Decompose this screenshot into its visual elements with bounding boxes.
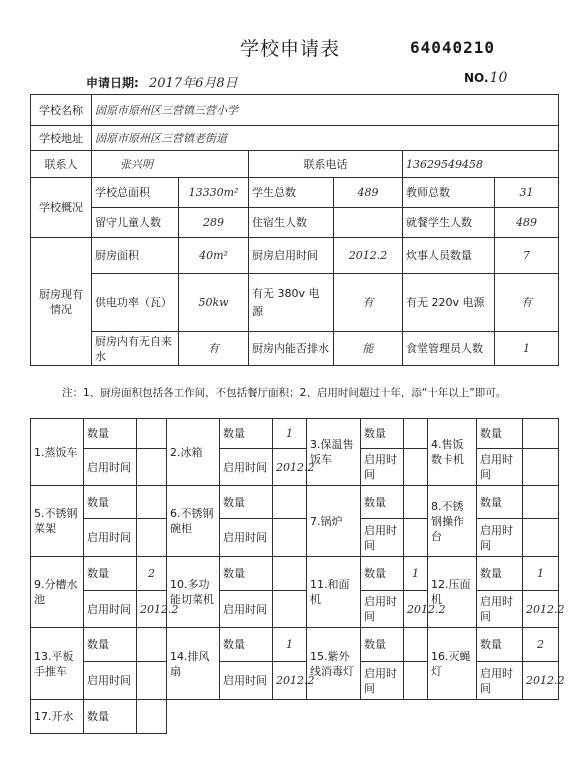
equipment-date-label: 启用时间 bbox=[361, 662, 404, 700]
school-area-value: 13330m² bbox=[179, 178, 249, 208]
equipment-date-label: 启用时间 bbox=[84, 519, 137, 557]
form-number-label: NO. bbox=[464, 71, 489, 85]
equipment-date-value bbox=[137, 519, 167, 557]
cook-count-label: 炊事人员数量 bbox=[403, 238, 495, 274]
equipment-qty-label: 数量 bbox=[361, 628, 404, 662]
equipment-date-label: 启用时间 bbox=[84, 591, 137, 628]
equipment-name: 12.压面机 bbox=[428, 557, 477, 628]
equipment-qty-value bbox=[137, 628, 167, 662]
equipment-name: 2.冰箱 bbox=[167, 419, 220, 486]
equipment-name: 3.保温售饭车 bbox=[307, 419, 361, 486]
student-count-label: 学生总数 bbox=[249, 178, 334, 208]
equipment-date-value bbox=[273, 591, 307, 628]
contact-label: 联系人 bbox=[31, 151, 92, 178]
teacher-count-label: 教师总数 bbox=[403, 178, 495, 208]
serial-number: 64040210 bbox=[410, 38, 496, 57]
equipment-qty-value bbox=[404, 419, 428, 449]
phone-value: 13629549458 bbox=[403, 151, 559, 178]
equipment-date-value: 2012.2 bbox=[137, 591, 167, 628]
equipment-qty-label: 数量 bbox=[220, 419, 273, 449]
boarding-value bbox=[334, 208, 403, 238]
equipment-date-label: 启用时间 bbox=[477, 591, 523, 628]
equipment-qty-value: 1 bbox=[273, 628, 307, 662]
equipment-name: 6.不锈钢碗柜 bbox=[167, 486, 220, 557]
equipment-date-value bbox=[404, 519, 428, 557]
equipment-date-label: 启用时间 bbox=[84, 449, 137, 486]
equipment-qty-label: 数量 bbox=[361, 557, 404, 591]
equipment-name: 8.不锈钢操作台 bbox=[428, 486, 477, 557]
equipment-qty-value bbox=[137, 700, 167, 734]
equipment-date-value: 2012.2 bbox=[523, 662, 559, 700]
equipment-date-value bbox=[404, 449, 428, 486]
equipment-qty-value bbox=[273, 557, 307, 591]
boarding-label: 住宿生人数 bbox=[249, 208, 334, 238]
equipment-qty-label: 数量 bbox=[84, 557, 137, 591]
equipment-qty-label: 数量 bbox=[84, 628, 137, 662]
drain-label: 厨房内能否排水 bbox=[249, 332, 334, 366]
equipment-table bbox=[30, 418, 565, 734]
equipment-name: 16.灭蝇灯 bbox=[428, 628, 477, 700]
kitchen-area-label: 厨房面积 bbox=[92, 238, 179, 274]
equipment-date-label: 启用时间 bbox=[361, 591, 404, 628]
dining-value: 489 bbox=[495, 208, 559, 238]
equipment-qty-label: 数量 bbox=[477, 486, 523, 519]
equipment-qty-label: 数量 bbox=[477, 628, 523, 662]
equipment-name: 7.锅炉 bbox=[307, 486, 361, 557]
form-number-value: 10 bbox=[489, 70, 508, 86]
school-area-label: 学校总面积 bbox=[92, 178, 179, 208]
v380-label: 有无 380v 电源 bbox=[249, 274, 334, 332]
manager-count-value: 1 bbox=[495, 332, 559, 366]
equipment-date-value: 2012.2 bbox=[404, 591, 428, 628]
power-value: 50kw bbox=[179, 274, 249, 332]
equipment-qty-value bbox=[273, 486, 307, 519]
school-address-value: 固原市原州区三营镇老街道 bbox=[92, 126, 559, 151]
overview-label: 学校概况 bbox=[31, 178, 92, 238]
left-behind-value: 289 bbox=[179, 208, 249, 238]
equipment-name: 11.和面机 bbox=[307, 557, 361, 628]
dining-label: 就餐学生人数 bbox=[403, 208, 495, 238]
student-count-value: 489 bbox=[334, 178, 403, 208]
equipment-name: 1.蒸饭车 bbox=[31, 419, 84, 486]
drain-value: 能 bbox=[334, 332, 403, 366]
equipment-qty-label: 数量 bbox=[361, 419, 404, 449]
equipment-qty-label: 数量 bbox=[220, 486, 273, 519]
equipment-qty-label: 数量 bbox=[361, 486, 404, 519]
equipment-date-label: 启用时间 bbox=[361, 519, 404, 557]
equipment-date-value bbox=[137, 662, 167, 700]
kitchen-label: 厨房现有情况 bbox=[31, 238, 92, 366]
equipment-name: 15.紫外线消毒灯 bbox=[307, 628, 361, 700]
v380-value: 有 bbox=[334, 274, 403, 332]
kitchen-area-value: 40m² bbox=[179, 238, 249, 274]
left-behind-label: 留守儿童人数 bbox=[92, 208, 179, 238]
equipment-qty-value: 2 bbox=[137, 557, 167, 591]
equipment-qty-value bbox=[137, 419, 167, 449]
school-name-value: 固原市原州区三营镇三营小学 bbox=[92, 95, 559, 126]
school-name-label: 学校名称 bbox=[31, 95, 92, 126]
equipment-qty-value: 2 bbox=[523, 628, 559, 662]
form-note: 注：1、厨房面积包括各工作间，不包括餐厅面积；2、启用时间超过十年，添“十年以上”即可。 bbox=[62, 387, 507, 399]
school-info-table bbox=[30, 94, 559, 366]
equipment-qty-label: 数量 bbox=[84, 700, 137, 734]
equipment-name: 13.平板手推车 bbox=[31, 628, 84, 700]
equipment-qty-label: 数量 bbox=[220, 628, 273, 662]
equipment-qty-value bbox=[523, 419, 559, 449]
equipment-qty-value bbox=[137, 486, 167, 519]
equipment-date-label: 启用时间 bbox=[361, 449, 404, 486]
kitchen-start-value: 2012.2 bbox=[334, 238, 403, 274]
apply-date-label: 申请日期: bbox=[86, 76, 139, 90]
equipment-name: 17.开水 bbox=[31, 700, 84, 734]
form-title: 学校申请表 bbox=[239, 38, 340, 60]
phone-label: 联系电话 bbox=[249, 151, 403, 178]
equipment-qty-value bbox=[523, 486, 559, 519]
v220-value: 有 bbox=[495, 274, 559, 332]
equipment-qty-label: 数量 bbox=[477, 557, 523, 591]
equipment-qty-value: 1 bbox=[404, 557, 428, 591]
equipment-name: 4.售饭数卡机 bbox=[428, 419, 477, 486]
school-address-label: 学校地址 bbox=[31, 126, 92, 151]
equipment-date-value bbox=[137, 449, 167, 486]
equipment-date-label: 启用时间 bbox=[477, 449, 523, 486]
equipment-date-label: 启用时间 bbox=[220, 591, 273, 628]
form-number-row bbox=[464, 70, 507, 86]
equipment-qty-value bbox=[404, 486, 428, 519]
equipment-qty-value bbox=[404, 628, 428, 662]
equipment-date-label: 启用时间 bbox=[220, 519, 273, 557]
water-label: 厨房内有无自来水 bbox=[92, 332, 179, 366]
equipment-name: 10.多功能切菜机 bbox=[167, 557, 220, 628]
equipment-name: 5.不锈钢菜架 bbox=[31, 486, 84, 557]
equipment-date-value bbox=[404, 662, 428, 700]
equipment-date-value bbox=[523, 519, 559, 557]
water-value: 有 bbox=[179, 332, 249, 366]
manager-count-label: 食堂管理员人数 bbox=[403, 332, 495, 366]
equipment-date-value bbox=[273, 519, 307, 557]
equipment-qty-value: 1 bbox=[523, 557, 559, 591]
equipment-date-value bbox=[523, 449, 559, 486]
equipment-name: 9.分槽水池 bbox=[31, 557, 84, 628]
equipment-date-value: 2012.2 bbox=[273, 449, 307, 486]
contact-value: 张兴明 bbox=[92, 151, 249, 178]
kitchen-start-label: 厨房启用时间 bbox=[249, 238, 334, 274]
equipment-name: 14.排风扇 bbox=[167, 628, 220, 700]
apply-date-row bbox=[86, 72, 238, 91]
equipment-date-label: 启用时间 bbox=[220, 662, 273, 700]
equipment-qty-value: 1 bbox=[273, 419, 307, 449]
equipment-qty-label: 数量 bbox=[84, 419, 137, 449]
equipment-qty-label: 数量 bbox=[477, 419, 523, 449]
cook-count-value: 7 bbox=[495, 238, 559, 274]
equipment-qty-label: 数量 bbox=[84, 486, 137, 519]
equipment-qty-label: 数量 bbox=[220, 557, 273, 591]
apply-date-value: 2017年6月8日 bbox=[149, 76, 238, 91]
equipment-date-value: 2012.2 bbox=[273, 662, 307, 700]
v220-label: 有无 220v 电源 bbox=[403, 274, 495, 332]
teacher-count-value: 31 bbox=[495, 178, 559, 208]
equipment-date-value: 2012.2 bbox=[523, 591, 559, 628]
equipment-date-label: 启用时间 bbox=[477, 519, 523, 557]
equipment-date-label: 启用时间 bbox=[220, 449, 273, 486]
equipment-date-label: 启用时间 bbox=[477, 662, 523, 700]
power-label: 供电功率（瓦） bbox=[92, 274, 179, 332]
equipment-date-label: 启用时间 bbox=[84, 662, 137, 700]
